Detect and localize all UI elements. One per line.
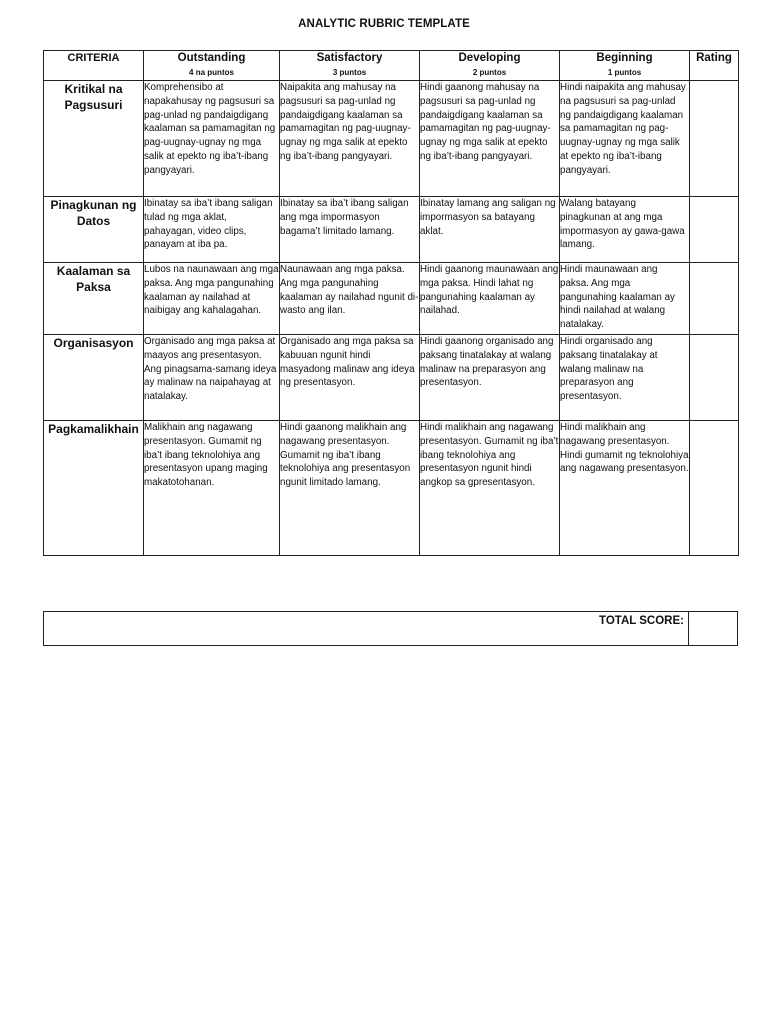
outstanding-cell: Organisado ang mga paksa at maayos ang presentasyon. Ang pinagsama-samang ideya ay malinaw na naipahayag at natalakay. [144, 335, 280, 421]
rating-cell[interactable] [690, 263, 739, 335]
total-score-label: TOTAL SCORE: [599, 615, 684, 627]
header-points: 2 puntos [472, 68, 507, 77]
developing-cell: Hindi gaanong maunawaan ang mga paksa. Hindi lahat ng pangunahing kaalaman ay nailahad. [420, 263, 560, 335]
header-label: CRITERIA [67, 52, 120, 64]
developing-cell: Ibinatay lamang ang saligan ng impormasyon sa batayang aklat. [420, 197, 560, 263]
table-row [44, 197, 739, 263]
header-label: Outstanding [177, 52, 246, 64]
developing-cell: Hindi malikhain ang nagawang presentasyon. Gumamit ng iba’t ibang teknolohiya ang presentasyon ngunit hindi angkop sa gpresentasyon. [420, 421, 560, 556]
developing-cell: Hindi gaanong organisado ang paksang tinatalakay at walang malinaw na preparasyon ang presentasyon. [420, 335, 560, 421]
criterion-cell: Kaalaman sa Paksa [44, 263, 144, 335]
satisfactory-cell: Naunawaan ang mga paksa. Ang mga pangunahing kaalaman ay nailahad ngunit di-wasto ang ilan. [280, 263, 420, 335]
header-label: Beginning [596, 52, 653, 64]
header-satisfactory [280, 51, 420, 81]
header-developing [420, 51, 560, 81]
rating-cell[interactable] [690, 81, 739, 197]
header-row [44, 51, 739, 81]
beginning-cell: Hindi naipakita ang mahusay na pagsusuri sa pag-unlad ng pandaigdigang kaalaman sa pamamagitan ng pag-uugnay-ugnay ng mga salik at epekto ng iba’t-ibang pangyayari. [560, 81, 690, 197]
total-score-box [43, 611, 738, 646]
header-outstanding [144, 51, 280, 81]
header-points: 3 puntos [332, 68, 367, 77]
beginning-cell: Walang batayang pinagkunan at ang mga impormasyon ay gawa-gawa lamang. [560, 197, 690, 263]
criterion-cell: Kritikal na Pagsusuri [44, 81, 144, 197]
table-row [44, 335, 739, 421]
header-criteria [44, 51, 144, 81]
header-label: Developing [458, 52, 521, 64]
satisfactory-cell: Ibinatay sa iba’t ibang saligan ang mga impormasyon bagama’t limitado lamang. [280, 197, 420, 263]
table-row [44, 263, 739, 335]
table-row [44, 81, 739, 197]
beginning-cell: Hindi malikhain ang nagawang presentasyon. Hindi gumamit ng teknolohiya ang nagawang presentasyon. [560, 421, 690, 556]
rating-cell[interactable] [690, 421, 739, 556]
beginning-cell: Hindi organisado ang paksang tinatalakay at walang malinaw na preparasyon ang presentasyon. [560, 335, 690, 421]
beginning-cell: Hindi maunawaan ang paksa. Ang mga pangunahing kaalaman ay hindi nailahad at walang natalakay. [560, 263, 690, 335]
header-label: Rating [696, 52, 732, 64]
rating-cell[interactable] [690, 197, 739, 263]
developing-cell: Hindi gaanong mahusay na pagsusuri sa pag-unlad ng pandaigdigang kaalaman sa pamamagitan ng pag-uugnay-ugnay ng mga salik at epekto ng iba’t-ibang pangyayari. [420, 81, 560, 197]
header-beginning [560, 51, 690, 81]
criterion-cell: Pinagkunan ng Datos [44, 197, 144, 263]
header-rating [690, 51, 739, 81]
total-score-value[interactable] [688, 612, 737, 645]
criterion-cell: Organisasyon [44, 335, 144, 421]
rating-cell[interactable] [690, 335, 739, 421]
header-points: 4 na puntos [189, 68, 234, 77]
criterion-cell: Pagkamalikhain [44, 421, 144, 556]
table-row [44, 421, 739, 556]
header-points: 1 puntos [607, 68, 642, 77]
satisfactory-cell: Organisado ang mga paksa sa kabuuan ngunit hindi masyadong malinaw ang ideya ng presentasyon. [280, 335, 420, 421]
outstanding-cell: Lubos na naunawaan ang mga paksa. Ang mga pangunahing kaalaman ay nailahad at naibigay ang kahalagahan. [144, 263, 280, 335]
outstanding-cell: Komprehensibo at napakahusay ng pagsusuri sa pag-unlad ng pandaigdigang kaalaman sa pamamagitan ng pag-uugnay-ugnay ng mga salik at epekto ng iba’t-ibang pangyayari. [144, 81, 280, 197]
satisfactory-cell: Hindi gaanong malikhain ang nagawang presentasyon. Gumamit ng iba’t ibang teknolohiya ang presentasyon ngunit limitado lamang. [280, 421, 420, 556]
satisfactory-cell: Naipakita ang mahusay na pagsusuri sa pag-unlad ng pandaigdigang kaalaman sa pamamagitan ng pag-uugnay-ugnay ng mga salik at epekto ng iba’t-ibang pangyayari. [280, 81, 420, 197]
page-title: ANALYTIC RUBRIC TEMPLATE [298, 18, 470, 30]
outstanding-cell: Ibinatay sa iba’t ibang saligan tulad ng mga aklat, pahayagan, video clips, panayam at iba pa. [144, 197, 280, 263]
header-label: Satisfactory [316, 52, 383, 64]
rubric-table [43, 50, 739, 556]
outstanding-cell: Malikhain ang nagawang presentasyon. Gumamit ng iba’t ibang teknolohiya ang presentasyon upang maging makatotohanan. [144, 421, 280, 556]
